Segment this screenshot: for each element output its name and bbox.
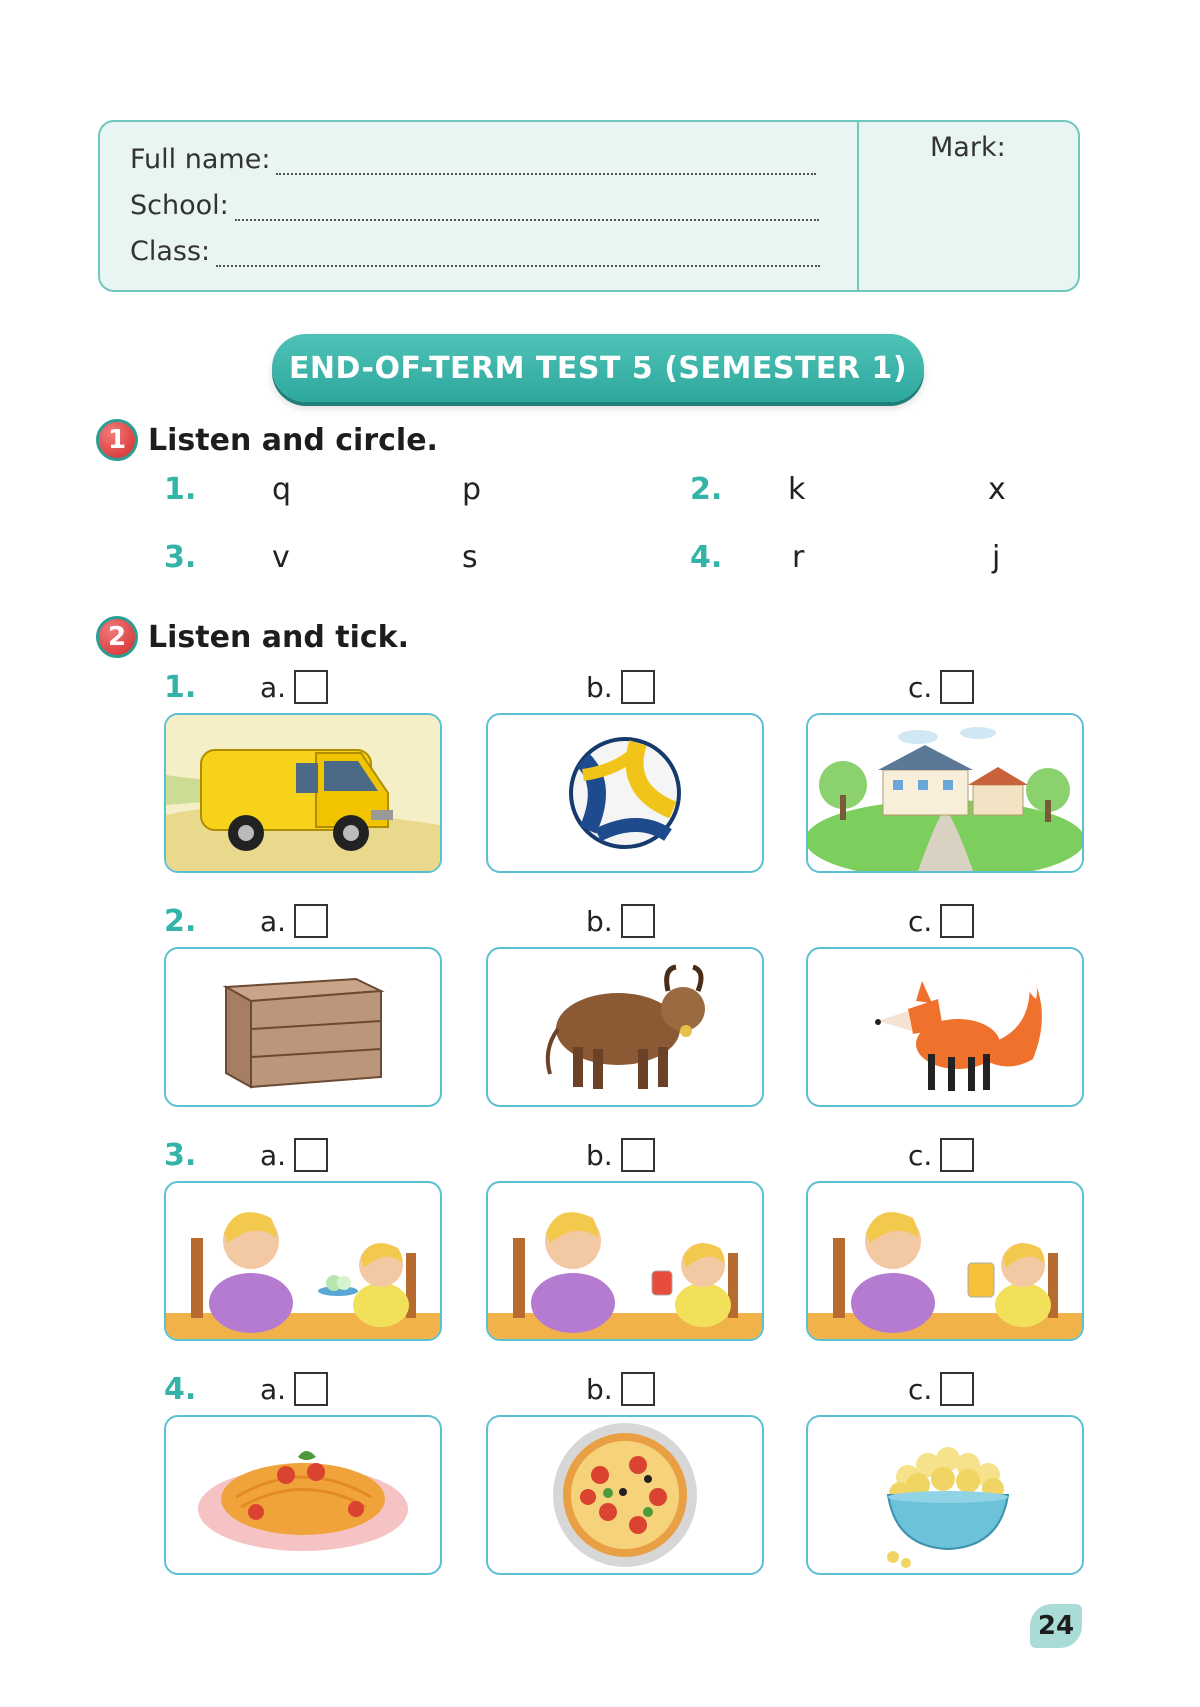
class-label: Class: <box>130 236 211 267</box>
tick-box[interactable] <box>940 904 974 938</box>
yak-picture <box>488 949 762 1105</box>
test-title: END-OF-TERM TEST 5 (SEMESTER 1) <box>272 334 924 402</box>
ex1-item2-number: 2. <box>690 472 723 507</box>
option-label: a. <box>260 1138 287 1172</box>
popcorn-picture-card[interactable] <box>806 1415 1084 1575</box>
school-field[interactable] <box>130 190 819 221</box>
ex2-row1-number: 1. <box>164 670 197 705</box>
ex2-row3-number: 3. <box>164 1138 197 1173</box>
fox-picture <box>808 949 1082 1105</box>
ex2-row1-option-a[interactable] <box>260 670 328 704</box>
ice-cream-scene-picture <box>166 1183 440 1339</box>
class-field[interactable] <box>130 236 820 267</box>
ex1-item2-option-x[interactable]: x <box>988 472 1006 507</box>
van-picture-card[interactable] <box>164 713 442 873</box>
ex1-item4-option-r[interactable]: r <box>792 540 805 575</box>
tick-box[interactable] <box>940 670 974 704</box>
option-label: b. <box>586 904 613 938</box>
ex1-item1-option-p[interactable]: p <box>462 472 482 507</box>
exercise2-heading <box>96 616 409 658</box>
ex2-row1-option-c[interactable] <box>908 670 974 704</box>
box-picture-card[interactable] <box>164 947 442 1107</box>
ex1-item1-option-q[interactable]: q <box>272 472 292 507</box>
student-info-fields <box>100 122 858 290</box>
tick-box[interactable] <box>621 670 655 704</box>
ex2-row3-option-c[interactable] <box>908 1138 974 1172</box>
tick-box[interactable] <box>294 904 328 938</box>
jam-scene-picture <box>488 1183 762 1339</box>
tick-box[interactable] <box>294 670 328 704</box>
fox-picture-card[interactable] <box>806 947 1084 1107</box>
ex1-item3-option-s[interactable]: s <box>462 540 478 575</box>
class-line[interactable] <box>216 241 820 267</box>
yak-picture-card[interactable] <box>486 947 764 1107</box>
tick-box[interactable] <box>940 1138 974 1172</box>
option-label: c. <box>908 1138 933 1172</box>
school-line[interactable] <box>235 195 819 221</box>
option-label: b. <box>586 670 613 704</box>
ex2-row3-option-a[interactable] <box>260 1138 328 1172</box>
juice-scene-picture <box>808 1183 1082 1339</box>
van-picture <box>166 715 440 871</box>
mark-label: Mark: <box>930 132 1006 163</box>
village-picture <box>808 715 1082 871</box>
exercise2-instruction: Listen and tick. <box>148 619 410 655</box>
tick-box[interactable] <box>294 1372 328 1406</box>
ex2-row2-option-a[interactable] <box>260 904 328 938</box>
jam-picture-card[interactable] <box>486 1181 764 1341</box>
ex1-item4-number: 4. <box>690 540 723 575</box>
tick-box[interactable] <box>940 1372 974 1406</box>
box-picture <box>166 949 440 1105</box>
village-picture-card[interactable] <box>806 713 1084 873</box>
school-label: School: <box>130 190 229 221</box>
ex1-item1-number: 1. <box>164 472 197 507</box>
student-info-box <box>98 120 1080 292</box>
noodles-picture <box>166 1417 440 1573</box>
page-number: 24 <box>1030 1604 1082 1648</box>
ex2-row4-number: 4. <box>164 1372 197 1407</box>
tick-box[interactable] <box>621 1372 655 1406</box>
ex2-row2-option-b[interactable] <box>586 904 655 938</box>
ex1-item3-number: 3. <box>164 540 197 575</box>
option-label: b. <box>586 1138 613 1172</box>
tick-box[interactable] <box>621 904 655 938</box>
exercise1-number-badge: 1 <box>96 419 138 461</box>
exercise2-number-badge: 2 <box>96 616 138 658</box>
volleyball-picture <box>488 715 762 871</box>
option-label: c. <box>908 904 933 938</box>
info-divider <box>857 122 859 290</box>
tick-box[interactable] <box>294 1138 328 1172</box>
ex1-item4-option-j[interactable]: j <box>992 540 1001 575</box>
option-label: a. <box>260 904 287 938</box>
ex1-item3-option-v[interactable]: v <box>272 540 290 575</box>
full-name-label: Full name: <box>130 144 271 175</box>
option-label: c. <box>908 1372 933 1406</box>
option-label: c. <box>908 670 933 704</box>
ex2-row4-option-c[interactable] <box>908 1372 974 1406</box>
exercise1-instruction: Listen and circle. <box>148 422 438 458</box>
ice-cream-picture-card[interactable] <box>164 1181 442 1341</box>
ex2-row3-option-b[interactable] <box>586 1138 655 1172</box>
full-name-field[interactable] <box>130 144 816 175</box>
volleyball-picture-card[interactable] <box>486 713 764 873</box>
option-label: a. <box>260 1372 287 1406</box>
ex2-row2-option-c[interactable] <box>908 904 974 938</box>
juice-picture-card[interactable] <box>806 1181 1084 1341</box>
option-label: a. <box>260 670 287 704</box>
ex1-item2-option-k[interactable]: k <box>788 472 806 507</box>
pizza-picture-card[interactable] <box>486 1415 764 1575</box>
pizza-picture <box>488 1417 762 1573</box>
ex2-row1-option-b[interactable] <box>586 670 655 704</box>
ex2-row4-option-a[interactable] <box>260 1372 328 1406</box>
full-name-line[interactable] <box>276 149 816 175</box>
option-label: b. <box>586 1372 613 1406</box>
tick-box[interactable] <box>621 1138 655 1172</box>
noodles-picture-card[interactable] <box>164 1415 442 1575</box>
popcorn-picture <box>808 1417 1082 1573</box>
exercise1-heading <box>96 419 438 461</box>
ex2-row4-option-b[interactable] <box>586 1372 655 1406</box>
ex2-row2-number: 2. <box>164 904 197 939</box>
